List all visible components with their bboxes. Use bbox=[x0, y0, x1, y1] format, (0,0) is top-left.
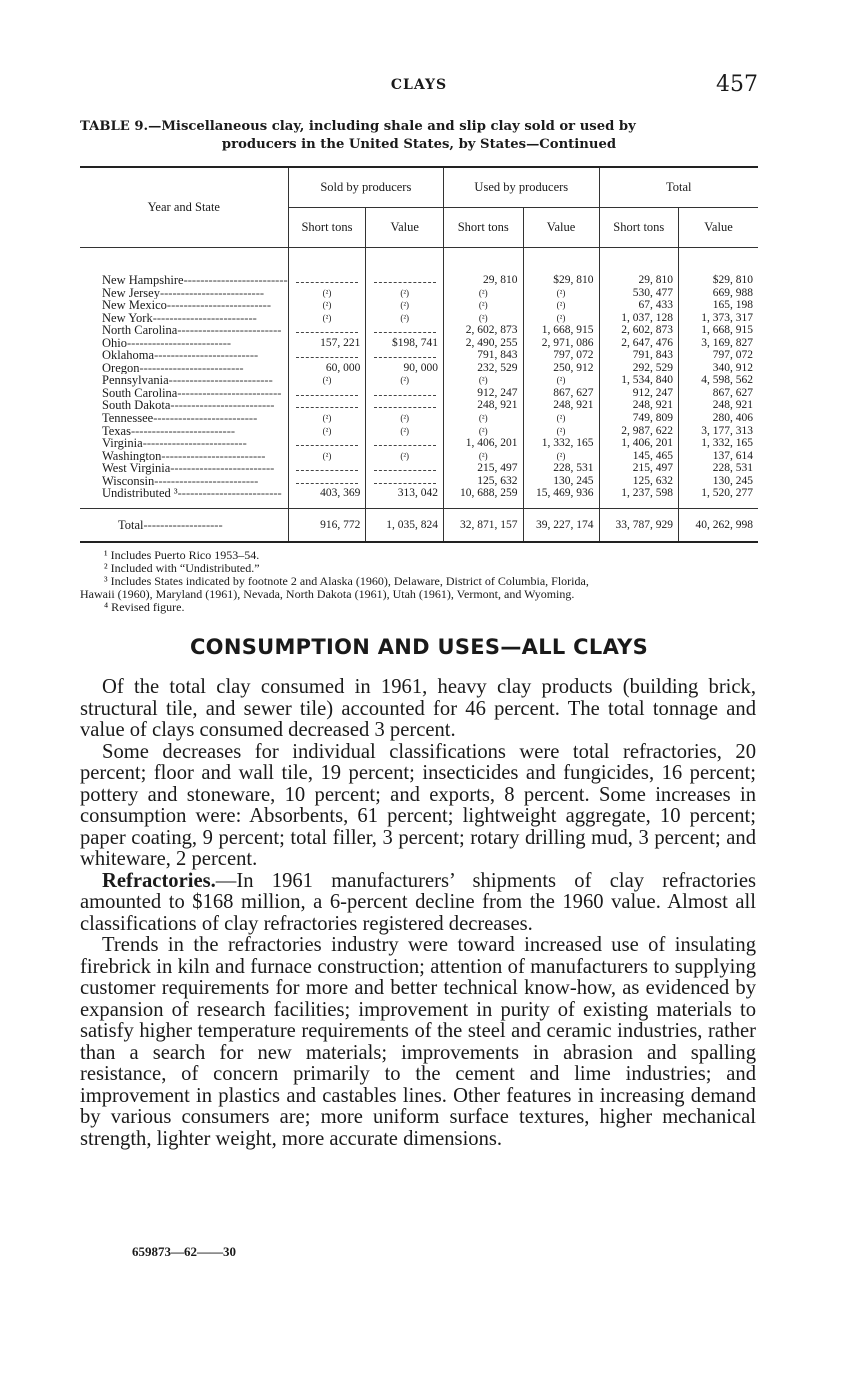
cell-used-tons: 1, 406, 201 bbox=[444, 437, 523, 450]
table-row bbox=[80, 362, 758, 375]
cell-total-value: 1, 520, 277 bbox=[679, 487, 758, 500]
col-group-total: Total bbox=[599, 167, 758, 208]
state-name: South Carolina bbox=[102, 386, 178, 400]
empty-dash bbox=[374, 389, 436, 396]
state-cell bbox=[80, 387, 288, 400]
col-used-short-tons: Short tons bbox=[444, 208, 523, 248]
table-row bbox=[80, 450, 758, 463]
table-row bbox=[80, 312, 758, 325]
clay-table bbox=[80, 166, 758, 543]
cell-used-value: 1, 332, 165 bbox=[523, 437, 599, 450]
print-code: 659873—62——30 bbox=[132, 1244, 236, 1259]
empty-dash bbox=[374, 401, 436, 408]
cell-used-tons: 2, 602, 873 bbox=[444, 324, 523, 337]
table-row bbox=[80, 287, 758, 300]
table-row bbox=[80, 412, 758, 425]
footnote-4: ⁴ Revised figure. bbox=[104, 600, 185, 614]
section-heading: CONSUMPTION AND USES—ALL CLAYS bbox=[189, 635, 649, 659]
table-row bbox=[80, 399, 758, 412]
cell-used-tons: 791, 843 bbox=[444, 349, 523, 362]
cell-total-value: 867, 627 bbox=[679, 387, 758, 400]
table-row bbox=[80, 387, 758, 400]
dot-leader: ------------------------- bbox=[170, 399, 275, 413]
state-name: North Carolina bbox=[102, 324, 178, 337]
cell-sold-value bbox=[366, 437, 444, 450]
cell-sold-value: (²) bbox=[366, 425, 444, 438]
cell-total-tons: 1, 037, 128 bbox=[599, 312, 678, 325]
cell-total-tons: 292, 529 bbox=[599, 362, 678, 375]
empty-dash bbox=[296, 401, 358, 408]
col-sold-value: Value bbox=[366, 208, 444, 248]
state-name: New Jersey bbox=[102, 286, 160, 300]
cell-sold-tons bbox=[288, 349, 366, 362]
cell-used-tons: 29, 810 bbox=[444, 274, 523, 287]
cell-sold-value: (²) bbox=[366, 287, 444, 300]
empty-dash bbox=[374, 326, 436, 333]
state-cell bbox=[80, 274, 288, 287]
empty-dash bbox=[296, 477, 358, 484]
col-total-short-tons: Short tons bbox=[599, 208, 678, 248]
cell-used-value: (²) bbox=[523, 450, 599, 463]
cell-total-tons: 791, 843 bbox=[599, 349, 678, 362]
cell-total-tons: 29, 810 bbox=[599, 274, 678, 287]
cell-used-value: (²) bbox=[523, 312, 599, 325]
paragraph-1: Of the total clay consumed in 1961, heavy clay products (building brick, structural tile, and sewer tile) accounted for 46 percent. The total tonnage and value of clays consumed decreased 3 percent. bbox=[80, 676, 756, 741]
state-cell bbox=[80, 287, 288, 300]
cell-total-tons: 248, 921 bbox=[599, 399, 678, 412]
cell-sold-value bbox=[366, 399, 444, 412]
empty-dash bbox=[296, 351, 358, 358]
cell-used-value: $29, 810 bbox=[523, 274, 599, 287]
state-name: Virginia bbox=[102, 437, 143, 450]
cell-used-value: 248, 921 bbox=[523, 399, 599, 412]
cell-sold-tons: 157, 221 bbox=[288, 337, 366, 350]
cell-used-tons: 125, 632 bbox=[444, 475, 523, 488]
total-total-value: 40, 262, 998 bbox=[679, 508, 758, 542]
cell-sold-tons bbox=[288, 475, 366, 488]
cell-total-value: 130, 245 bbox=[679, 475, 758, 488]
cell-sold-tons: (²) bbox=[288, 412, 366, 425]
running-head bbox=[80, 74, 758, 98]
col-group-used: Used by producers bbox=[444, 167, 600, 208]
table-row bbox=[80, 299, 758, 312]
table-row bbox=[80, 487, 758, 500]
dot-leader: ------------------------- bbox=[127, 336, 232, 350]
dot-leader: ------------------------- bbox=[166, 299, 271, 312]
cell-used-tons: (²) bbox=[444, 425, 523, 438]
cell-total-tons: 530, 477 bbox=[599, 287, 678, 300]
state-name: South Dakota bbox=[102, 399, 171, 413]
cell-sold-tons: (²) bbox=[288, 299, 366, 312]
state-cell bbox=[80, 437, 288, 450]
table-row bbox=[80, 475, 758, 488]
state-cell bbox=[80, 475, 288, 488]
cell-total-value: 1, 332, 165 bbox=[679, 437, 758, 450]
cell-total-tons: 2, 602, 873 bbox=[599, 324, 678, 337]
table-caption bbox=[80, 118, 758, 154]
cell-total-value: 340, 912 bbox=[679, 362, 758, 375]
cell-total-value: 137, 614 bbox=[679, 450, 758, 463]
cell-sold-value bbox=[366, 324, 444, 337]
dot-leader: ------------------------- bbox=[159, 286, 265, 300]
cell-sold-value bbox=[366, 475, 444, 488]
cell-used-value: 15, 469, 936 bbox=[523, 487, 599, 500]
state-name: Washington bbox=[102, 449, 162, 463]
cell-total-tons: 67, 433 bbox=[599, 299, 678, 312]
dot-leader: ------------------------- bbox=[183, 274, 288, 287]
cell-used-value: 2, 971, 086 bbox=[523, 337, 599, 350]
col-total-value: Value bbox=[679, 208, 758, 248]
table-row bbox=[80, 349, 758, 362]
empty-dash bbox=[374, 351, 436, 358]
empty-dash bbox=[374, 477, 436, 484]
total-row bbox=[80, 508, 758, 542]
cell-sold-tons: (²) bbox=[288, 374, 366, 387]
cell-total-value: 797, 072 bbox=[679, 349, 758, 362]
dot-leader: ------------------------- bbox=[139, 361, 244, 375]
cell-sold-value: $198, 741 bbox=[366, 337, 444, 350]
cell-total-tons: 125, 632 bbox=[599, 475, 678, 488]
cell-total-tons: 749, 809 bbox=[599, 412, 678, 425]
state-cell bbox=[80, 374, 288, 387]
cell-total-tons: 2, 647, 476 bbox=[599, 337, 678, 350]
state-name: New Mexico bbox=[102, 299, 167, 312]
table-row bbox=[80, 437, 758, 450]
body-text bbox=[80, 677, 756, 1150]
dot-leader: ------------------------- bbox=[152, 311, 257, 325]
empty-dash bbox=[296, 326, 358, 333]
dot-leader: ------------------------- bbox=[177, 487, 282, 500]
footnote-3: ³ Includes States indicated by footnote 2 and Alaska (1960), Delaware, District of Columbia, Florida, bbox=[104, 574, 589, 588]
cell-sold-tons bbox=[288, 462, 366, 475]
cell-sold-tons: (²) bbox=[288, 425, 366, 438]
cell-total-value: 228, 531 bbox=[679, 462, 758, 475]
state-name: Wisconsin bbox=[102, 474, 155, 488]
table-row bbox=[80, 374, 758, 387]
cell-used-value: (²) bbox=[523, 287, 599, 300]
total-label: Total bbox=[118, 517, 144, 532]
col-group-sold: Sold by producers bbox=[288, 167, 443, 208]
cell-sold-tons: (²) bbox=[288, 287, 366, 300]
cell-sold-tons: 60, 000 bbox=[288, 362, 366, 375]
cell-total-tons: 2, 987, 622 bbox=[599, 425, 678, 438]
cell-total-value: $29, 810 bbox=[679, 274, 758, 287]
dot-leader: ------------------------- bbox=[177, 386, 282, 400]
total-sold-value: 1, 035, 824 bbox=[366, 508, 444, 542]
empty-dash bbox=[374, 276, 436, 283]
cell-sold-tons bbox=[288, 324, 366, 337]
cell-used-tons: (²) bbox=[444, 299, 523, 312]
cell-sold-tons: (²) bbox=[288, 312, 366, 325]
dot-leader: ------------------------- bbox=[130, 424, 236, 438]
state-name: Oklahoma bbox=[102, 349, 155, 362]
cell-sold-value: (²) bbox=[366, 312, 444, 325]
cell-used-tons: 215, 497 bbox=[444, 462, 523, 475]
cell-sold-tons bbox=[288, 274, 366, 287]
cell-used-tons: 10, 688, 259 bbox=[444, 487, 523, 500]
col-used-value: Value bbox=[523, 208, 599, 248]
state-cell bbox=[80, 324, 288, 337]
cell-total-tons: 1, 237, 598 bbox=[599, 487, 678, 500]
dot-leader: ------------------------- bbox=[154, 349, 259, 362]
cell-sold-tons: (²) bbox=[288, 450, 366, 463]
table-caption-line2: producers in the United States, by States—Continued bbox=[221, 137, 617, 152]
dot-leader: ------------------------- bbox=[177, 324, 282, 337]
page-number: 457 bbox=[716, 72, 758, 97]
cell-total-value: 165, 198 bbox=[679, 299, 758, 312]
state-cell bbox=[80, 462, 288, 475]
empty-dash bbox=[296, 439, 358, 446]
cell-total-tons: 1, 406, 201 bbox=[599, 437, 678, 450]
cell-total-tons: 912, 247 bbox=[599, 387, 678, 400]
state-cell bbox=[80, 362, 288, 375]
state-cell bbox=[80, 312, 288, 325]
total-label-cell bbox=[80, 508, 288, 542]
footnote-3-cont: Hawaii (1960), Maryland (1961), Nevada, North Dakota (1961), Utah (1961), Vermont, and Wyoming. bbox=[80, 587, 575, 601]
state-cell bbox=[80, 399, 288, 412]
empty-dash bbox=[296, 389, 358, 396]
paragraph-4: Trends in the refractories industry were toward increased use of insulating firebrick in kiln and furnace construction; attention of manufacturers to supplying customer requirements for more and better technical know-how, as evidenced by expansion of research facilities; improvement in purity of existing materials to satisfy higher temperature requirements of the steel and ceramic industries, rather than a search for new materials; improvements in abrasion and spalling resistance, of concern primarily to the cement and lime industries; and improvement in plastics and castables lines. Other features in increasing demand by various consumers are; more uniform surface textures, higher mechanical strength, lighter weight, more accurate dimensions. bbox=[80, 934, 756, 1150]
cell-used-tons: (²) bbox=[444, 287, 523, 300]
col-year-state: Year and State bbox=[80, 167, 288, 248]
cell-sold-value: (²) bbox=[366, 299, 444, 312]
cell-used-value: 130, 245 bbox=[523, 475, 599, 488]
cell-total-value: 1, 373, 317 bbox=[679, 312, 758, 325]
runin-heading: Refractories. bbox=[102, 869, 216, 892]
dot-leader: ------------------------- bbox=[154, 474, 259, 488]
state-cell bbox=[80, 349, 288, 362]
state-name: Ohio bbox=[102, 336, 127, 350]
total-used-tons: 32, 871, 157 bbox=[444, 508, 523, 542]
cell-sold-tons bbox=[288, 387, 366, 400]
cell-sold-value bbox=[366, 349, 444, 362]
state-name: West Virginia bbox=[102, 462, 171, 475]
table-row bbox=[80, 425, 758, 438]
state-cell bbox=[80, 425, 288, 438]
col-sold-short-tons: Short tons bbox=[288, 208, 366, 248]
cell-used-value: 228, 531 bbox=[523, 462, 599, 475]
cell-used-value: (²) bbox=[523, 412, 599, 425]
cell-total-tons: 215, 497 bbox=[599, 462, 678, 475]
cell-sold-value bbox=[366, 387, 444, 400]
cell-total-value: 3, 177, 313 bbox=[679, 425, 758, 438]
footnote-2: ² Included with “Undistributed.” bbox=[104, 561, 260, 575]
state-name: Tennessee bbox=[102, 412, 154, 425]
total-sold-tons: 916, 772 bbox=[288, 508, 366, 542]
empty-dash bbox=[296, 464, 358, 471]
cell-total-value: 1, 668, 915 bbox=[679, 324, 758, 337]
table-spacer bbox=[80, 500, 758, 509]
cell-used-value: (²) bbox=[523, 299, 599, 312]
cell-sold-value: 313, 042 bbox=[366, 487, 444, 500]
cell-used-tons: (²) bbox=[444, 374, 523, 387]
cell-used-tons: (²) bbox=[444, 412, 523, 425]
cell-used-value: 797, 072 bbox=[523, 349, 599, 362]
state-cell bbox=[80, 450, 288, 463]
state-name: Undistributed ³ bbox=[102, 487, 178, 500]
cell-total-value: 669, 988 bbox=[679, 287, 758, 300]
cell-used-tons: (²) bbox=[444, 312, 523, 325]
cell-sold-value bbox=[366, 462, 444, 475]
cell-used-value: 1, 668, 915 bbox=[523, 324, 599, 337]
state-name: New York bbox=[102, 311, 153, 325]
cell-sold-value: 90, 000 bbox=[366, 362, 444, 375]
cell-total-tons: 145, 465 bbox=[599, 450, 678, 463]
state-cell bbox=[80, 412, 288, 425]
cell-total-value: 280, 406 bbox=[679, 412, 758, 425]
state-name: Pennsylvania bbox=[102, 374, 169, 387]
footnote-1: ¹ Includes Puerto Rico 1953–54. bbox=[104, 548, 260, 562]
cell-sold-tons: 403, 369 bbox=[288, 487, 366, 500]
cell-used-value: (²) bbox=[523, 374, 599, 387]
state-cell bbox=[80, 337, 288, 350]
cell-total-value: 4, 598, 562 bbox=[679, 374, 758, 387]
paragraph-2: Some decreases for individual classifications were total refractories, 20 percent; floor and wall tile, 19 percent; insecticides and fungicides, 16 percent; pottery and stoneware, 10 percent; and exports, 8 percent. Some increases in consumption were: Absorbents, 61 percent; lightweight aggregate, 10 percent; paper coating, 9 percent; total filler, 3 percent; rotary drilling mud, 3 percent; and whiteware, 2 percent. bbox=[80, 740, 756, 870]
cell-total-value: 248, 921 bbox=[679, 399, 758, 412]
dot-leader: ------------------- bbox=[143, 517, 223, 532]
table-row bbox=[80, 462, 758, 475]
dot-leader: ------------------------- bbox=[153, 412, 258, 425]
cell-sold-value: (²) bbox=[366, 412, 444, 425]
state-name: Texas bbox=[102, 424, 131, 438]
dot-leader: ------------------------- bbox=[142, 437, 247, 450]
cell-sold-value: (²) bbox=[366, 374, 444, 387]
table-caption-line1: TABLE 9.—Miscellaneous clay, including shale and slip clay sold or used by bbox=[80, 119, 636, 134]
cell-used-value: 250, 912 bbox=[523, 362, 599, 375]
total-used-value: 39, 227, 174 bbox=[523, 508, 599, 542]
state-name: New Hampshire bbox=[102, 274, 184, 287]
cell-used-tons: (²) bbox=[444, 450, 523, 463]
table-row bbox=[80, 324, 758, 337]
running-title: CLAYS bbox=[390, 77, 448, 93]
total-total-tons: 33, 787, 929 bbox=[599, 508, 678, 542]
cell-total-tons: 1, 534, 840 bbox=[599, 374, 678, 387]
paragraph-3 bbox=[80, 871, 756, 936]
state-cell bbox=[80, 487, 288, 500]
empty-dash bbox=[296, 276, 358, 283]
footnotes bbox=[80, 549, 758, 614]
dot-leader: ------------------------- bbox=[170, 462, 275, 475]
dot-leader: ------------------------- bbox=[168, 374, 273, 387]
cell-sold-tons bbox=[288, 437, 366, 450]
dot-leader: ------------------------- bbox=[161, 449, 266, 463]
cell-used-tons: 248, 921 bbox=[444, 399, 523, 412]
cell-used-value: 867, 627 bbox=[523, 387, 599, 400]
state-cell bbox=[80, 299, 288, 312]
cell-used-value: (²) bbox=[523, 425, 599, 438]
cell-used-tons: 912, 247 bbox=[444, 387, 523, 400]
state-name: Oregon bbox=[102, 361, 140, 375]
table-row bbox=[80, 337, 758, 350]
cell-used-tons: 232, 529 bbox=[444, 362, 523, 375]
cell-sold-value: (²) bbox=[366, 450, 444, 463]
empty-dash bbox=[374, 439, 436, 446]
cell-sold-tons bbox=[288, 399, 366, 412]
paragraph-3-text: —In 1961 manufacturers’ shipments of clay refractories amounted to $168 million, a 6-percent decline from the 1960 value. Almost all classifications of clay refractories registered decreases. bbox=[80, 869, 756, 935]
table-row bbox=[80, 274, 758, 287]
cell-sold-value bbox=[366, 274, 444, 287]
cell-used-tons: 2, 490, 255 bbox=[444, 337, 523, 350]
cell-total-value: 3, 169, 827 bbox=[679, 337, 758, 350]
empty-dash bbox=[374, 464, 436, 471]
